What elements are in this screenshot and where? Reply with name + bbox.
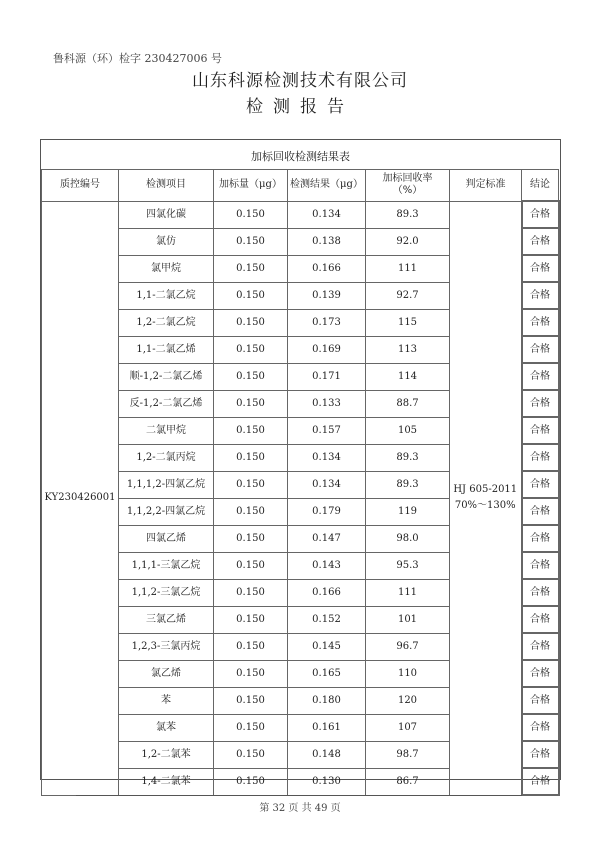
added-cell: 0.150	[214, 660, 288, 687]
result-cell: 0.143	[288, 552, 366, 579]
recovery-cell: 98.0	[366, 525, 450, 552]
item-cell: 顺-1,2-二氯乙烯	[119, 363, 214, 390]
item-cell: 1,1,2,2-四氯乙烷	[119, 498, 214, 525]
result-cell: 0.133	[288, 390, 366, 417]
recovery-cell: 115	[366, 309, 450, 336]
result-cell: 0.173	[288, 309, 366, 336]
recovery-cell: 120	[366, 687, 450, 714]
conclusion-cell: 合格	[522, 255, 559, 282]
added-cell: 0.150	[214, 633, 288, 660]
result-cell: 0.134	[288, 201, 366, 228]
conclusion-cell: 合格	[522, 687, 559, 714]
recovery-cell: 95.3	[366, 552, 450, 579]
added-cell: 0.150	[214, 309, 288, 336]
item-cell: 1,1,1-三氯乙烷	[119, 552, 214, 579]
item-cell: 氯甲烷	[119, 255, 214, 282]
result-cell: 0.161	[288, 714, 366, 741]
recovery-cell: 92.0	[366, 228, 450, 255]
added-cell: 0.150	[214, 363, 288, 390]
result-cell: 0.180	[288, 687, 366, 714]
result-cell: 0.166	[288, 579, 366, 606]
added-cell: 0.150	[214, 471, 288, 498]
conclusion-cell: 合格	[522, 390, 559, 417]
added-cell: 0.150	[214, 390, 288, 417]
standard-range: 70%～130%	[454, 500, 516, 511]
added-cell: 0.150	[214, 201, 288, 228]
result-cell: 0.145	[288, 633, 366, 660]
item-cell: 1,1-二氯乙烯	[119, 336, 214, 363]
recovery-cell: 96.7	[366, 633, 450, 660]
conclusion-cell: 合格	[522, 768, 559, 795]
recovery-cell: 119	[366, 498, 450, 525]
header-qc-id: 质控编号	[42, 170, 119, 202]
result-cell: 0.166	[288, 255, 366, 282]
recovery-cell: 101	[366, 606, 450, 633]
header-item: 检测项目	[119, 170, 214, 202]
recovery-cell: 110	[366, 660, 450, 687]
recovery-cell: 88.7	[366, 390, 450, 417]
recovery-cell: 107	[366, 714, 450, 741]
header-recovery	[366, 170, 450, 202]
conclusion-cell: 合格	[522, 444, 559, 471]
conclusion-cell: 合格	[522, 363, 559, 390]
recovery-cell: 92.7	[366, 282, 450, 309]
conclusion-cell: 合格	[522, 633, 559, 660]
table-header-row	[42, 170, 559, 202]
recovery-cell: 86.7	[366, 768, 450, 795]
added-cell: 0.150	[214, 336, 288, 363]
header-recovery-line2: （%）	[392, 185, 423, 197]
added-cell: 0.150	[214, 417, 288, 444]
recovery-cell: 113	[366, 336, 450, 363]
conclusion-cell: 合格	[522, 471, 559, 498]
result-cell: 0.148	[288, 741, 366, 768]
recovery-cell: 89.3	[366, 444, 450, 471]
recovery-cell: 98.7	[366, 741, 450, 768]
standard-cell	[450, 201, 522, 795]
item-cell: 1,2-二氯乙烷	[119, 309, 214, 336]
conclusion-cell: 合格	[522, 417, 559, 444]
item-cell: 四氯乙烯	[119, 525, 214, 552]
table-row	[42, 201, 559, 228]
added-cell: 0.150	[214, 606, 288, 633]
conclusion-cell: 合格	[522, 228, 559, 255]
result-cell: 0.134	[288, 471, 366, 498]
result-cell: 0.130	[288, 768, 366, 795]
item-cell: 氯苯	[119, 714, 214, 741]
recovery-cell: 111	[366, 255, 450, 282]
added-cell: 0.150	[214, 741, 288, 768]
conclusion-cell: 合格	[522, 201, 559, 228]
conclusion-cell: 合格	[522, 579, 559, 606]
item-cell: 1,4-二氯苯	[119, 768, 214, 795]
recovery-cell: 89.3	[366, 471, 450, 498]
item-cell: 1,1,2-三氯乙烷	[119, 579, 214, 606]
item-cell: 1,2-二氯苯	[119, 741, 214, 768]
conclusion-cell: 合格	[522, 660, 559, 687]
result-cell: 0.179	[288, 498, 366, 525]
item-cell: 反-1,2-二氯乙烯	[119, 390, 214, 417]
recovery-results-table	[41, 169, 560, 796]
conclusion-cell: 合格	[522, 741, 559, 768]
item-cell: 苯	[119, 687, 214, 714]
table-body	[42, 201, 559, 795]
result-cell: 0.139	[288, 282, 366, 309]
item-cell: 1,2,3-三氯丙烷	[119, 633, 214, 660]
added-cell: 0.150	[214, 228, 288, 255]
result-cell: 0.147	[288, 525, 366, 552]
added-cell: 0.150	[214, 579, 288, 606]
result-cell: 0.134	[288, 444, 366, 471]
item-cell: 1,2-二氯丙烷	[119, 444, 214, 471]
added-cell: 0.150	[214, 444, 288, 471]
result-cell: 0.157	[288, 417, 366, 444]
conclusion-cell: 合格	[522, 309, 559, 336]
item-cell: 氯乙烯	[119, 660, 214, 687]
item-cell: 1,1,1,2-四氯乙烷	[119, 471, 214, 498]
item-cell: 二氯甲烷	[119, 417, 214, 444]
added-cell: 0.150	[214, 687, 288, 714]
result-cell: 0.152	[288, 606, 366, 633]
page-number: 第 32 页 共 49 页	[259, 803, 341, 814]
result-cell: 0.165	[288, 660, 366, 687]
item-cell: 1,1-二氯乙烷	[119, 282, 214, 309]
item-cell: 三氯乙烯	[119, 606, 214, 633]
added-cell: 0.150	[214, 768, 288, 795]
added-cell: 0.150	[214, 255, 288, 282]
added-cell: 0.150	[214, 525, 288, 552]
conclusion-cell: 合格	[522, 606, 559, 633]
header-conclusion: 结论	[522, 170, 559, 202]
conclusion-cell: 合格	[522, 714, 559, 741]
added-cell: 0.150	[214, 498, 288, 525]
item-cell: 氯仿	[119, 228, 214, 255]
table-title: 加标回收检测结果表	[251, 150, 350, 163]
added-cell: 0.150	[214, 714, 288, 741]
recovery-cell: 114	[366, 363, 450, 390]
qc-id-cell: KY230426001	[42, 201, 119, 795]
standard-method: HJ 605-2011	[453, 484, 518, 495]
conclusion-cell: 合格	[522, 336, 559, 363]
recovery-cell: 89.3	[366, 201, 450, 228]
header-added: 加标量（μg）	[214, 170, 288, 202]
footer-divider	[76, 795, 522, 796]
recovery-cell: 105	[366, 417, 450, 444]
conclusion-cell: 合格	[522, 552, 559, 579]
conclusion-cell: 合格	[522, 525, 559, 552]
item-cell: 四氯化碳	[119, 201, 214, 228]
added-cell: 0.150	[214, 552, 288, 579]
conclusion-cell: 合格	[522, 498, 559, 525]
company-name: 山东科源检测技术有限公司	[192, 71, 408, 91]
header-standard: 判定标准	[450, 170, 522, 202]
result-cell: 0.169	[288, 336, 366, 363]
report-number: 鲁科源（环）检字 230427006 号	[53, 52, 222, 65]
result-cell: 0.171	[288, 363, 366, 390]
document-title: 检测报告	[246, 97, 354, 117]
header-result: 检测结果（μg）	[288, 170, 366, 202]
result-cell: 0.138	[288, 228, 366, 255]
conclusion-cell: 合格	[522, 282, 559, 309]
header-recovery-line1: 加标回收率	[382, 173, 433, 185]
added-cell: 0.150	[214, 282, 288, 309]
recovery-cell: 111	[366, 579, 450, 606]
